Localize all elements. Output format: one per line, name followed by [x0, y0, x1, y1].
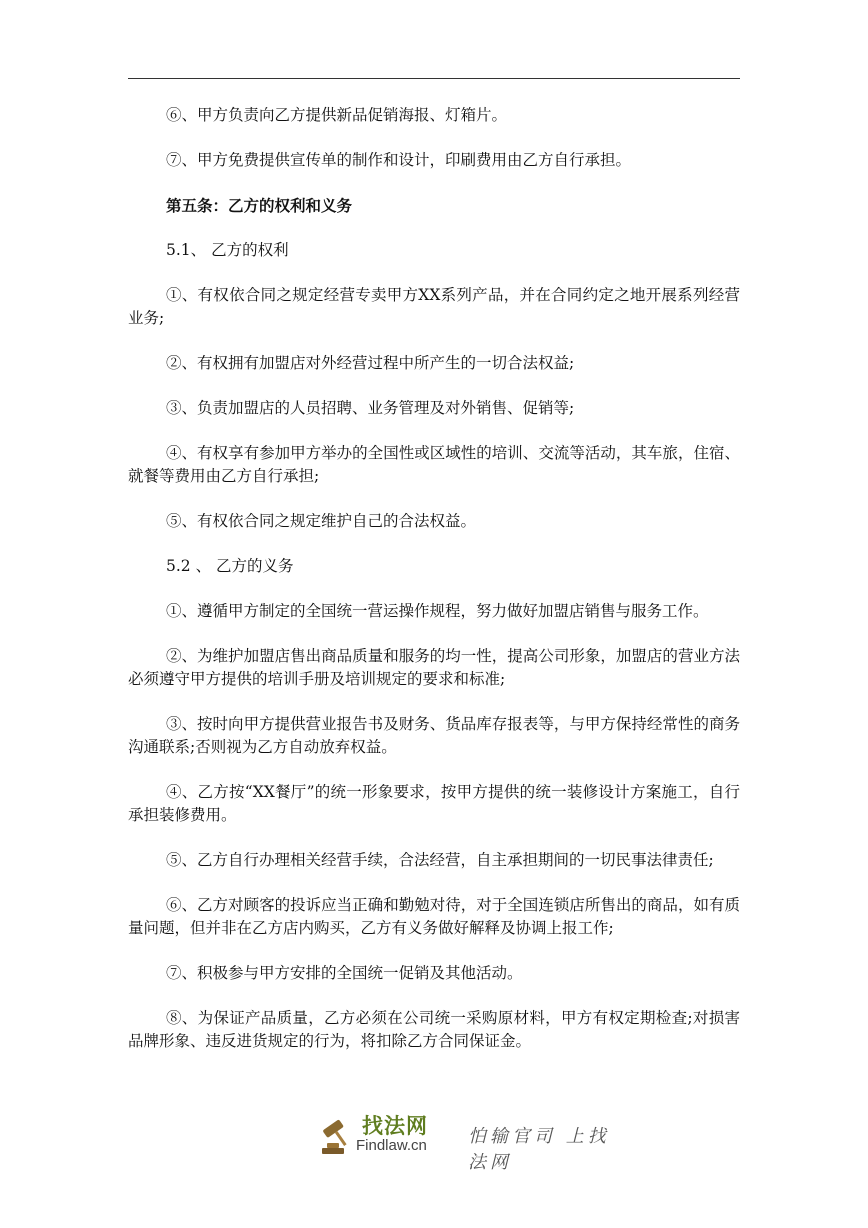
gavel-icon — [318, 1116, 356, 1156]
paragraph-clause-7: ⑦、甲方免费提供宣传单的制作和设计，印刷费用由乙方自行承担。 — [166, 151, 632, 169]
paragraph-right-3: ③、负责加盟店的人员招聘、业务管理及对外销售、促销等; — [166, 399, 575, 417]
paragraph-obligation-5: ⑤、乙方自行办理相关经营手续，合法经营，自主承担期间的一切民事法律责任; — [166, 851, 714, 869]
paragraph-right-1: ①、有权依合同之规定经营专卖甲方XX系列产品，并在合同约定之地开展系列经营业务; — [128, 286, 740, 327]
paragraph-obligation-8: ⑧、为保证产品质量，乙方必须在公司统一采购原材料，甲方有权定期检查;对损害品牌形象、违反进货规定的行为，将扣除乙方合同保证金。 — [128, 1009, 740, 1050]
paragraph-obligation-7: ⑦、积极参与甲方安排的全国统一促销及其他活动。 — [166, 964, 523, 982]
paragraph-right-4: ④、有权享有参加甲方举办的全国性或区域性的培训、交流等活动，其车旅，住宿、就餐等费用由乙方自行承担; — [128, 444, 740, 485]
logo-english: Findlaw.cn — [356, 1137, 427, 1154]
paragraph-obligation-4: ④、乙方按“XX餐厅”的统一形象要求，按甲方提供的统一装修设计方案施工，自行承担装修费用。 — [128, 783, 740, 824]
section-heading: 第五条：乙方的权利和义务 — [166, 196, 353, 215]
slogan: 怕输官司 上找法网 — [468, 1126, 610, 1173]
paragraph-obligation-2: ②、为维护加盟店售出商品质量和服务的均一性，提高公司形象，加盟店的营业方法必须遵守甲方提供的培训手册及培训规定的要求和标准; — [128, 647, 740, 688]
subsection-rights: 5.1、 乙方的权利 — [166, 241, 289, 259]
header-rule — [128, 78, 740, 79]
footer-branding — [318, 1108, 618, 1173]
paragraph-clause-6: ⑥、甲方负责向乙方提供新品促销海报、灯箱片。 — [166, 106, 508, 124]
paragraph-obligation-6: ⑥、乙方对顾客的投诉应当正确和勤勉对待，对于全国连锁店所售出的商品，如有质量问题，但并非在乙方店内购买，乙方有义务做好解释及协调上报工作; — [128, 896, 740, 937]
logo-chinese: 找法网 — [362, 1114, 428, 1138]
paragraph-right-5: ⑤、有权依合同之规定维护自己的合法权益。 — [166, 512, 477, 530]
paragraph-right-2: ②、有权拥有加盟店对外经营过程中所产生的一切合法权益; — [166, 354, 575, 372]
paragraph-obligation-1: ①、遵循甲方制定的全国统一营运操作规程，努力做好加盟店销售与服务工作。 — [166, 602, 709, 620]
document-body — [128, 104, 740, 1053]
subsection-obligations: 5.2 、 乙方的义务 — [166, 557, 294, 575]
paragraph-obligation-3: ③、按时向甲方提供营业报告书及财务、货品库存报表等，与甲方保持经常性的商务沟通联系;否则视为乙方自动放弃权益。 — [128, 715, 740, 756]
